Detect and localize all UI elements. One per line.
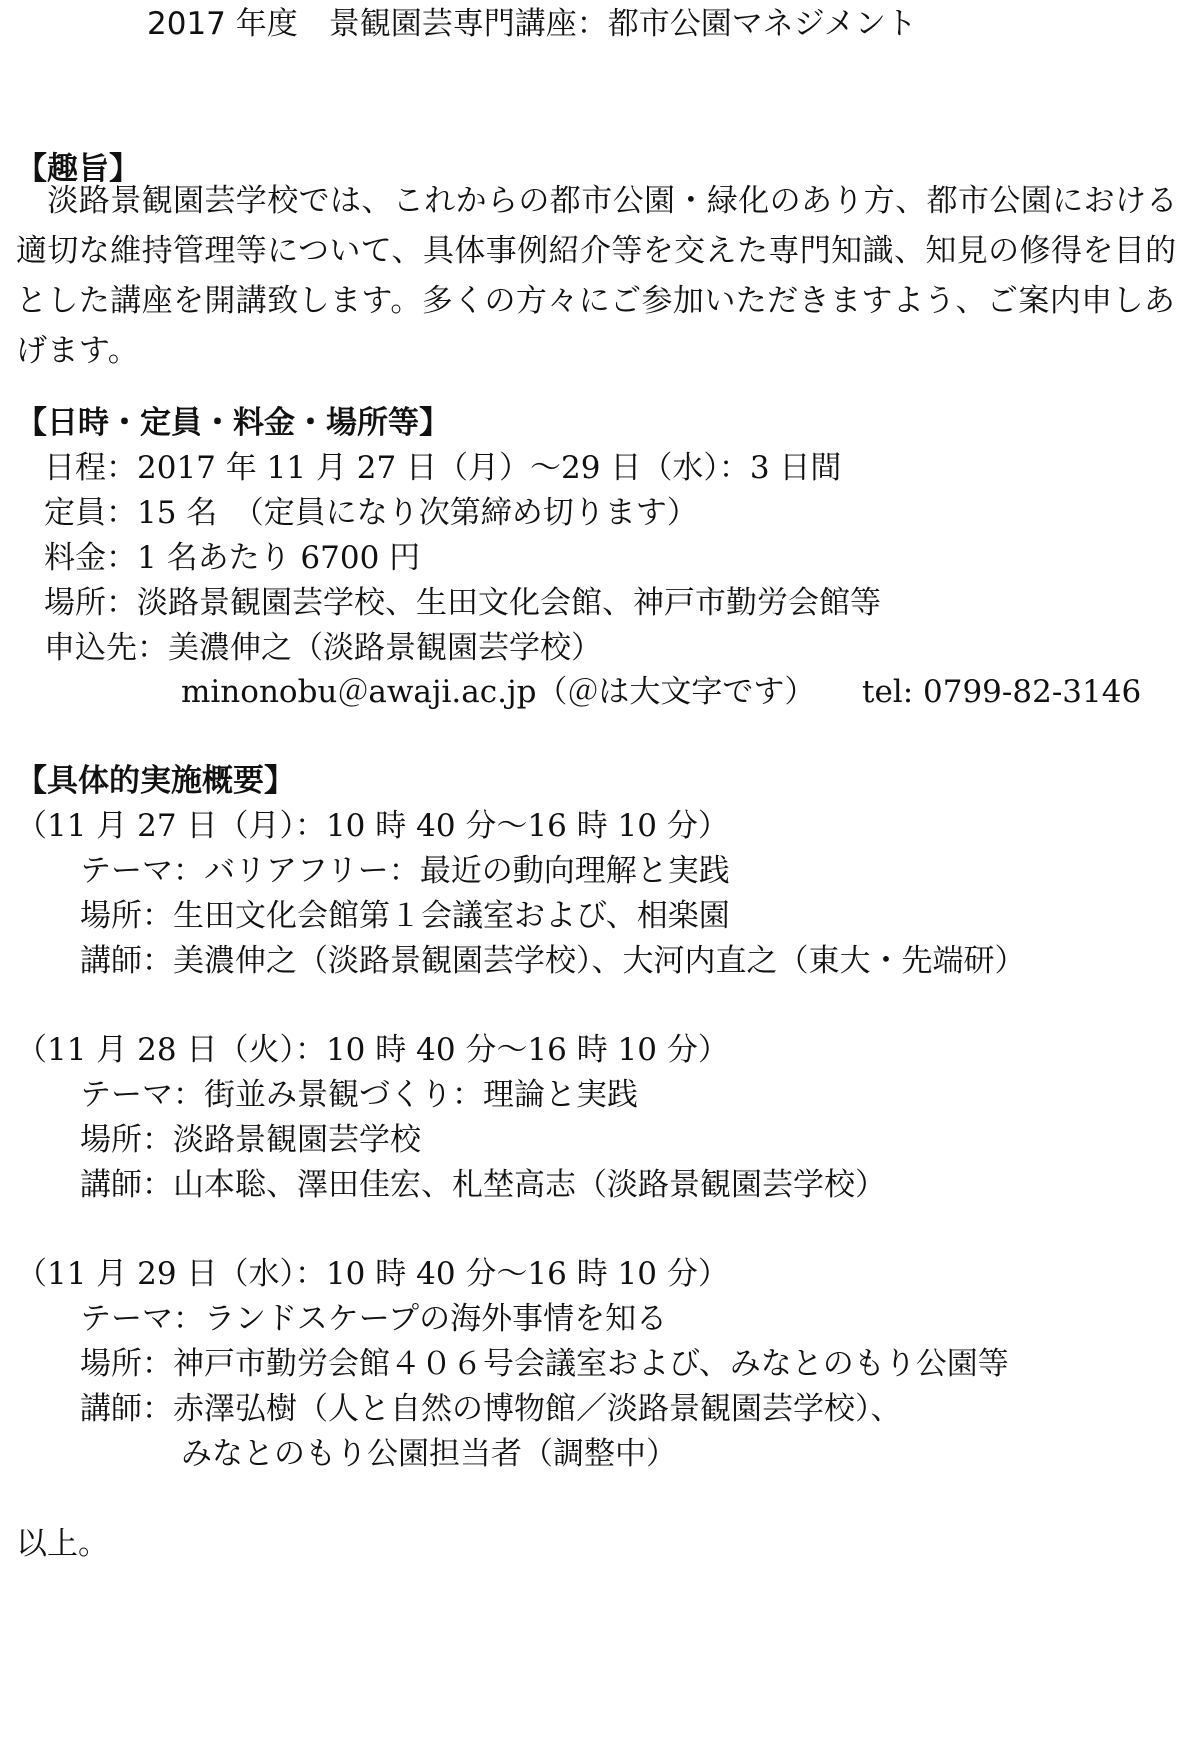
outline-heading: 【具体的実施概要】	[16, 763, 295, 799]
closing-text: 以上。	[16, 1526, 109, 1562]
day3-lecturer-continued: みなとのもり公園担当者（調整中）	[181, 1436, 677, 1472]
day1-lecturer: 講師：美濃伸之（淡路景観園芸学校）、大河内直之（東大・先端研）	[80, 943, 1026, 979]
day3-place: 場所：神戸市勤労会館４０６号会議室および、みなとのもり公園等	[80, 1346, 1009, 1382]
fee-line: 料金：1 名あたり 6700 円	[44, 540, 421, 576]
contact-phone: tel: 0799-82-3146	[862, 674, 1142, 710]
day3-theme: テーマ：ランドスケープの海外事情を知る	[80, 1301, 668, 1337]
purpose-paragraph: 淡路景観園芸学校では、これからの都市公園・緑化のあり方、都市公園における適切な維持管理等について、具体事例紹介等を交えた専門知識、知見の修得を目的とした講座を開講致します。多くの方々にご参加いただきますよう、ご案内申しあげます。	[16, 183, 1178, 369]
day3-date: （11 月 29 日（水）：10 時 40 分～16 時 10 分）	[16, 1256, 729, 1292]
day3-lecturer: 講師：赤澤弘樹（人と自然の博物館／淡路景観園芸学校）、	[80, 1391, 902, 1427]
contact-email: minonobu＠awaji.ac.jp（＠は大文字です）	[181, 674, 816, 710]
details-heading: 【日時・定員・料金・場所等】	[16, 405, 450, 441]
day2-place: 場所：淡路景観園芸学校	[80, 1122, 421, 1158]
day1-date: （11 月 27 日（月）：10 時 40 分～16 時 10 分）	[16, 808, 729, 844]
day2-date: （11 月 28 日（火）：10 時 40 分～16 時 10 分）	[16, 1032, 729, 1068]
day1-theme: テーマ：バリアフリー：最近の動向理解と実践	[80, 853, 730, 889]
day2-lecturer: 講師：山本聡、澤田佳宏、札埜高志（淡路景観園芸学校）	[80, 1167, 886, 1203]
day2-theme: テーマ：街並み景観づくり：理論と実践	[80, 1077, 638, 1113]
day1-place: 場所：生田文化会館第１会議室および、相楽園	[80, 898, 730, 934]
capacity-line: 定員：15 名 （定員になり次第締め切ります）	[44, 495, 698, 531]
schedule-line: 日程：2017 年 11 月 27 日（月）～29 日（水）：3 日間	[44, 450, 842, 486]
purpose-heading: 【趣旨】	[16, 151, 140, 187]
document-title: 2017 年度 景観園芸専門講座：都市公園マネジメント	[147, 6, 917, 42]
contact-line: 申込先：美濃伸之（淡路景観園芸学校）	[44, 630, 602, 666]
location-line: 場所：淡路景観園芸学校、生田文化会館、神戸市勤労会館等	[44, 585, 881, 621]
